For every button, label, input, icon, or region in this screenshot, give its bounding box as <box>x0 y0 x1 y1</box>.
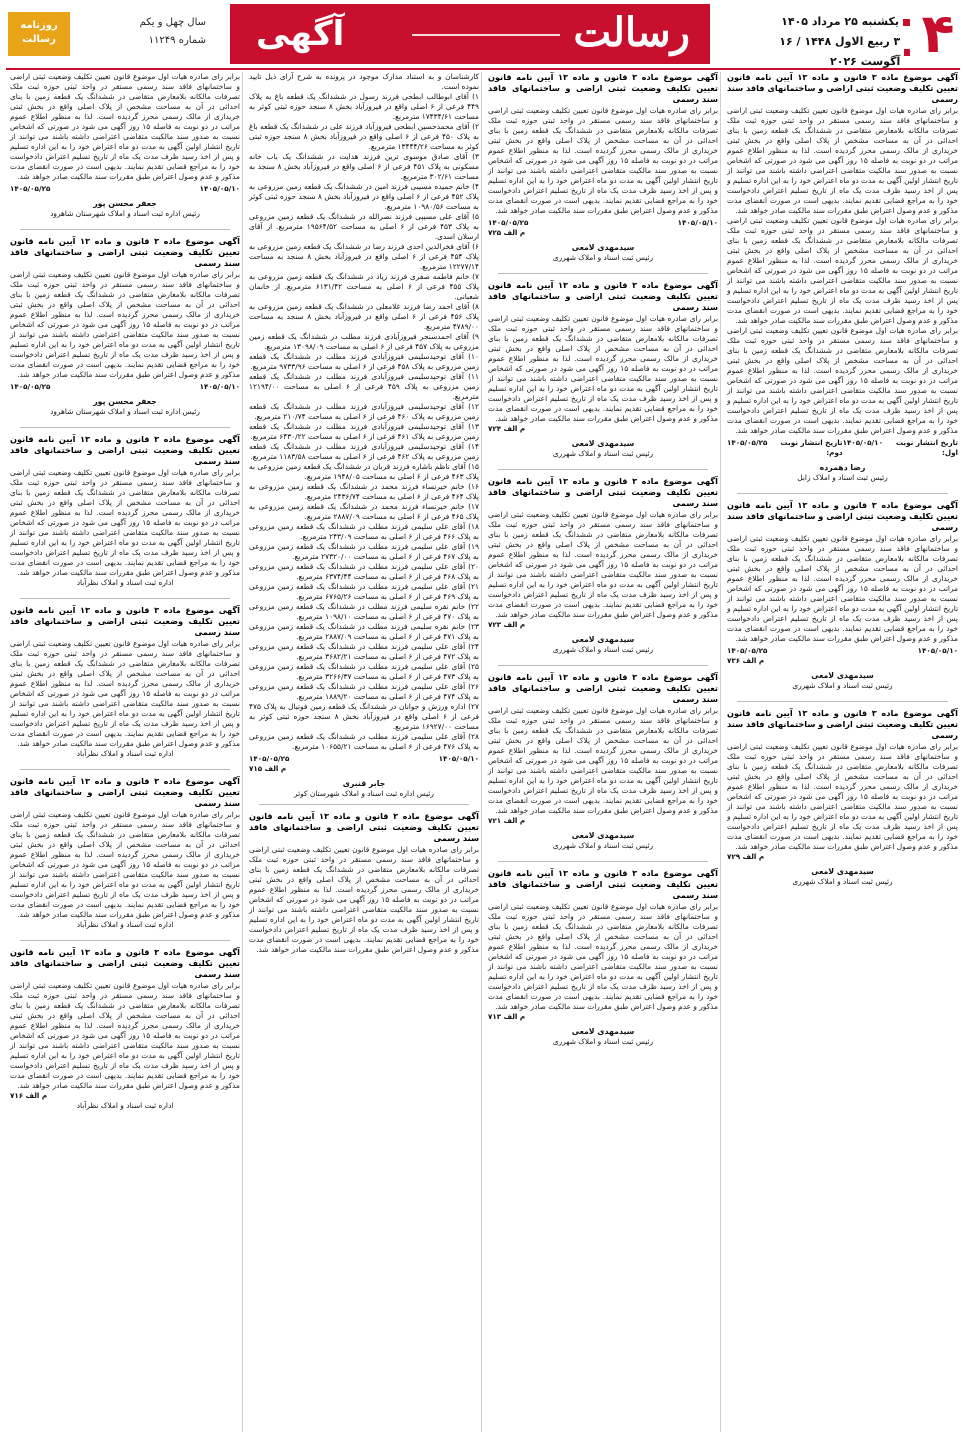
list-item: ۱۰) آقای توحیدسلیمی فیروزآبادی فرزند مطلب در ششدانگ یک قطعه زمین مزروعی به پلاک ۴۵۸ فرعی از ۶ اصلی به مساحت ۹۷۳۳/۹۶ مترمربع. <box>249 352 479 371</box>
notice-separator <box>259 804 469 805</box>
notice-body: برابر رای صادره هیات اول موضوع قانون تعیین تکلیف وضعیت ثبتی اراضی و ساختمانهای فاقد سند رسمی مستقر در واحد ثبتی حوزه ثبت ملک تصرفات مالکانه بلامعارض متقاضی در ششدانگ یک قطعه زمین با بنای احداثی در آن به مساحت مشخص از پلاک اصلی واقع در بخش ثبتی خریداری از مالک رسمی محرز گردیده است. لذا به منظور اطلاع عموم مراتب در دو نوبت به فاصله ۱۵ روز آگهی می شود در صورتی که اشخاص نسبت به صدور سند مالکیت متقاضی اعتراضی داشته باشند می توانند از تاریخ انتشار اولین آگهی به مدت دو ماه اعتراض خود را به این اداره تسلیم و پس از اخذ رسید ظرف مدت یک ماه از تاریخ تسلیم اعتراض دادخواست خود را به مراجع قضایی تقدیم نمایند. بدیهی است در صورت انقضای مدت مذکور و عدم وصول اعتراض طبق مقررات سند مالکیت صادر خواهد شد. <box>488 706 718 815</box>
first-date: ۱۴۰۵/۰۵/۱۰ <box>677 218 718 227</box>
notice-title: آگهی موضوع ماده ۳ قانون و ماده ۱۳ آیین نامه قانون تعیین تکلیف وضعیت ثبتی اراضی و ساختمانهای فاقد سند رسمی <box>10 605 240 637</box>
list-intro: کارشناسان و به استناد مدارک موجود در پرونده به شرح آرای ذیل تایید نموده است. <box>249 72 479 91</box>
notice-code: م الف ۷۲۱ <box>488 816 526 825</box>
notice <box>488 72 718 263</box>
issue-info <box>78 14 206 50</box>
signer-name: جعفر محسن پور <box>93 199 157 208</box>
list-item: ۲۴) آقای علی سلیمی فرزند مطلب در ششدانگ یک قطعه زمین مزروعی به پلاک ۴۷۲ فرعی از ۶ اصلی به مساحت ۳۶۸۲/۲۱ مترمربع. <box>249 642 479 661</box>
notice-body: برابر رای صادره هیات اول موضوع قانون تعیین تکلیف وضعیت ثبتی اراضی و ساختمانهای فاقد سند رسمی مستقر در واحد ثبتی حوزه ثبت ملک تصرفات مالکانه بلامعارض متقاضی در ششدانگ یک قطعه زمین با بنای احداثی در آن به مساحت مشخص از پلاک اصلی واقع در بخش ثبتی خریداری از مالک رسمی محرز گردیده است. لذا به منظور اطلاع عموم مراتب در دو نوبت به فاصله ۱۵ روز آگهی می شود در صورتی که اشخاص نسبت به صدور سند مالکیت متقاضی اعتراضی داشته باشند می توانند از تاریخ انتشار اولین آگهی به مدت دو ماه اعتراض خود را به این اداره تسلیم و پس از اخذ رسید ظرف مدت یک ماه از تاریخ تسلیم اعتراض دادخواست خود را به مراجع قضایی تقدیم نمایند. بدیهی است در صورت انقضای مدت مذکور و عدم وصول اعتراض طبق مقررات سند مالکیت صادر خواهد شد. <box>488 314 718 423</box>
notice <box>10 236 240 417</box>
signer-name: سیدمهدی لامعی <box>571 831 635 840</box>
signer-name: سیدمهدی لامعی <box>571 1027 635 1036</box>
signer-title: رئیس ثبت اسناد و املاک شهرری <box>552 1037 654 1046</box>
list-item: ۲۷) اداره ورزش و جوانان در ششدانگ یک قطعه زمین فوتبال به پلاک ۴۷۵ فرعی از ۶ اصلی واقع در فیروزآباد بخش ۸ سنجد حوزه ثبتی کوثر به مساحت ۱۶۹۲۷/۰۰ مترمربع. <box>249 702 479 731</box>
issue-line: شماره ۱۱۲۴۹ <box>148 35 206 46</box>
notice-body: برابر رای صادره هیات اول موضوع قانون تعیین تکلیف وضعیت ثبتی اراضی و ساختمانهای فاقد سند رسمی مستقر در واحد ثبتی حوزه ثبت ملک تصرفات مالکانه بلامعارض متقاضی در ششدانگ یک قطعه زمین با بنای احداثی در آن به مساحت مشخص از پلاک اصلی واقع در بخش ثبتی خریداری از مالک رسمی محرز گردیده است. لذا به منظور اطلاع عموم مراتب در دو نوبت به فاصله ۱۵ روز آگهی می شود در صورتی که اشخاص نسبت به صدور سند مالکیت متقاضی اعتراضی داشته باشند می توانند از تاریخ انتشار اولین آگهی به مدت دو ماه اعتراض خود را به این اداره تسلیم و پس از اخذ رسید ظرف مدت یک ماه از تاریخ تسلیم اعتراض دادخواست خود را به مراجع قضایی تقدیم نمایند. بدیهی است در صورت انقضای مدت مذکور و عدم وصول اعتراض طبق مقررات سند مالکیت صادر خواهد شد. <box>10 981 240 1090</box>
notice-dates <box>10 382 240 392</box>
list-item: ۵) آقای علی مسیبی فرزند نصرالله در ششدانگ یک قطعه زمین مزروعی به پلاک ۴۵۳ فرعی از ۶ اصلی به مساحت ۱۹۵۶۴/۵۲ مترمربع. از آقای ارسلان اسدی. <box>249 212 479 241</box>
notice <box>10 72 240 219</box>
year-line: سال چهل و یکم <box>139 17 206 28</box>
signer-name: سیدمهدی لامعی <box>811 867 874 876</box>
notice-separator <box>20 427 230 428</box>
notice-dates <box>10 184 240 194</box>
notice <box>727 708 958 887</box>
list-item: ۱۱) آقای توحیدسلیمی فیروزآبادی فرزند مطلب در ششدانگ یک قطعه زمین مزروعی به پلاک ۴۵۹ فرعی از ۶ اصلی به مساحت ۱۲۱۹۴/۰۰ مترمربع. <box>249 372 479 401</box>
notice <box>488 868 718 1047</box>
brand-name: رسالت <box>573 9 690 56</box>
notice-body: برابر رای صادره هیات اول موضوع قانون تعیین تکلیف وضعیت ثبتی اراضی و ساختمانهای فاقد سند رسمی مستقر در واحد ثبتی حوزه ثبت ملک تصرفات مالکانه بلامعارض متقاضی در ششدانگ یک قطعه زمین با بنای احداثی در آن به مساحت مشخص از پلاک اصلی واقع در بخش ثبتی خریداری از مالک رسمی محرز گردیده است. لذا به منظور اطلاع عموم مراتب در دو نوبت به فاصله ۱۵ روز آگهی می شود در صورتی که اشخاص نسبت به صدور سند مالکیت متقاضی اعتراضی داشته باشند می توانند از تاریخ انتشار اولین آگهی به مدت دو ماه اعتراض خود را به این اداره تسلیم و پس از اخذ رسید ظرف مدت یک ماه از تاریخ تسلیم اعتراض دادخواست خود را به مراجع قضایی تقدیم نمایند. بدیهی است در صورت انقضای مدت مذکور و عدم وصول اعتراض طبق مقررات سند مالکیت صادر خواهد شد. <box>10 270 240 379</box>
bullet-square-icon <box>904 49 910 56</box>
notice-body: برابر رای صادره هیات اول موضوع قانون تعیین تکلیف وضعیت ثبتی اراضی و ساختمانهای فاقد سند رسمی مستقر در واحد ثبتی حوزه ثبت ملک تصرفات مالکانه بلامعارض متقاضی در ششدانگ یک قطعه زمین با بنای احداثی در آن به مساحت مشخص از پلاک اصلی واقع در بخش ثبتی خریداری از مالک رسمی محرز گردیده است. لذا به منظور اطلاع عموم مراتب در دو نوبت به فاصله ۱۵ روز آگهی می شود در صورتی که اشخاص نسبت به صدور سند مالکیت متقاضی اعتراضی داشته باشند می توانند از تاریخ انتشار اولین آگهی به مدت دو ماه اعتراض خود را به این اداره تسلیم و پس از اخذ رسید ظرف مدت یک ماه از تاریخ تسلیم اعتراض دادخواست خود را به مراجع قضایی تقدیم نمایند. بدیهی است در صورت انقضای مدت مذکور و عدم وصول اعتراض طبق مقررات سند مالکیت صادر خواهد شد. <box>488 902 718 1011</box>
list-item: ۱۷) خانم خیرنساء فرزند محمد در ششدانگ یک قطعه زمین مزروعی به پلاک ۴۶۵ فرعی از ۶ اصلی به مساحت ۲۸۸۷/۰۹ مترمربع. <box>249 502 479 521</box>
notice <box>488 672 718 851</box>
list-item: ۱۸) آقای علی سلیمی فرزند مطلب در ششدانگ یک قطعه زمین مزروعی به پلاک ۴۶۶ فرعی از ۶ اصلی به مساحت ۲۴۳/۰۹ مترمربع. <box>249 522 479 541</box>
notice-title: آگهی موضوع ماده ۳ قانون و ماده ۱۳ آیین نامه قانون تعیین تکلیف وضعیت ثبتی اراضی و ساختمانهای فاقد سند رسمی <box>488 72 718 104</box>
notice-dates <box>488 218 718 228</box>
notice <box>10 776 240 930</box>
signer-name: سیدمهدی لامعی <box>571 635 635 644</box>
notice <box>249 811 479 955</box>
signer-title: رئیس ثبت اسناد و املاک زابل <box>797 473 888 482</box>
notice-separator <box>498 469 708 470</box>
list-item: ۲۶) آقای علی سلیمی فرزند مطلب در ششدانگ یک قطعه زمین مزروعی به پلاک ۴۷۴ فرعی از ۶ اصلی به مساحت ۱۸۸۹/۲۰ مترمربع. <box>249 682 479 701</box>
first-date: ۱۴۰۵/۰۵/۱۰ <box>842 438 883 447</box>
second-date: ۱۴۰۵/۰۵/۲۵ <box>10 184 51 193</box>
second-date: ۱۴۰۵/۰۵/۲۵ <box>488 218 529 227</box>
notice-title: آگهی موضوع ماده ۳ قانون و ماده ۱۳ آیین نامه قانون تعیین تکلیف وضعیت ثبتی اراضی و ساختمانهای فاقد سند رسمی <box>488 476 718 508</box>
first-date: ۱۴۰۵/۰۵/۱۰ <box>917 646 958 655</box>
list-item: ۲) آقای محمدحسین ابطحی فیروزآباد فرزند علی در ششدانگ یک قطعه باغ به پلاک ۴۵۰ فرعی از ۶ اصلی واقع در فیروزآباد بخش ۸ سنجد حوزه ثبتی کوثر به مساحت ۱۳۴۴۴/۲۶ مترمربع. <box>249 122 479 151</box>
notice-title: آگهی موضوع ماده ۳ قانون و ماده ۱۳ آیین نامه قانون تعیین تکلیف وضعیت ثبتی اراضی و ساختمانهای فاقد سند رسمی <box>488 868 718 900</box>
notice-body: برابر رای صادره هیات اول موضوع قانون تعیین تکلیف وضعیت ثبتی اراضی و ساختمانهای فاقد سند رسمی مستقر در واحد ثبتی حوزه ثبت ملک تصرفات مالکانه بلامعارض متقاضی در ششدانگ یک قطعه زمین با بنای احداثی در آن به مساحت مشخص از پلاک اصلی واقع در بخش ثبتی خریداری از مالک رسمی محرز گردیده است. لذا به منظور اطلاع عموم مراتب در دو نوبت به فاصله ۱۵ روز آگهی می شود در صورتی که اشخاص نسبت به صدور سند مالکیت متقاضی اعتراضی داشته باشند می توانند از تاریخ انتشار اولین آگهی به مدت دو ماه اعتراض خود را به این اداره تسلیم و پس از اخذ رسید ظرف مدت یک ماه از تاریخ تسلیم اعتراض دادخواست خود را به مراجع قضایی تقدیم نمایند. بدیهی است در صورت انقضای مدت مذکور و عدم وصول اعتراض طبق مقررات سند مالکیت صادر خواهد شد. <box>727 534 958 643</box>
list-item: ۱) آقای ابوطالب ابطحی فرزند رسول در ششدانگ یک قطعه باغ به پلاک ۴۴۹ فرعی از ۶ اصلی واقع در فیروزآباد بخش ۸ سنجد حوزه ثبتی کوثر به مساحت ۱۷۴۳۴/۶۱ مترمربع. <box>249 92 479 121</box>
notice <box>10 605 240 759</box>
list-item: ۹) آقای احمدسنجر فیروزآبادی فرزند مطلب در ششدانگ یک قطعه زمین مزروعی به پلاک ۴۵۷ فرعی از ۶ اصلی به مساحت ۱۳۰۹۸/۰۹ مترمربع. <box>249 332 479 351</box>
date-line-fa <box>740 12 910 32</box>
notice-code: م الف ۷۱۳ <box>488 1012 526 1021</box>
signer-name: سیدمهدی لامعی <box>571 439 635 448</box>
signer-title: رئیس ثبت اسناد و املاک شهرری <box>792 877 893 886</box>
newspaper-logo: روزنامه رسالت <box>8 12 70 56</box>
list-item: ۱۳) آقای توحیدسلیمی فیروزآبادی فرزند مطلب در ششدانگ یک قطعه زمین مزروعی به پلاک ۴۶۱ فرعی از ۶ اصلی به مساحت ۶۴۳۰/۲۲ مترمربع. <box>249 422 479 441</box>
masthead-left <box>8 12 208 56</box>
notice-title: آگهی موضوع ماده ۳ قانون و ماده ۱۳ آیین نامه قانون تعیین تکلیف وضعیت ثبتی اراضی و ساختمانهای فاقد سند رسمی <box>10 236 240 268</box>
column-2 <box>486 72 721 1432</box>
notice-title: آگهی موضوع ماده ۳ قانون و ماده ۱۳ آیین نامه قانون تعیین تکلیف وضعیت ثبتی اراضی و ساختمانهای فاقد سند رسمی <box>488 280 718 312</box>
band-rule <box>412 34 560 36</box>
notice-body: برابر رای صادره هیات اول موضوع قانون تعیین تکلیف وضعیت ثبتی اراضی و ساختمانهای فاقد سند رسمی مستقر در واحد ثبتی حوزه ثبت ملک تصرفات مالکانه بلامعارض متقاضی در ششدانگ یک قطعه زمین با بنای احداثی در آن به مساحت مشخص از پلاک اصلی واقع در بخش ثبتی خریداری از مالک رسمی محرز گردیده است. لذا به منظور اطلاع عموم مراتب در دو نوبت به فاصله ۱۵ روز آگهی می شود در صورتی که اشخاص نسبت به صدور سند مالکیت متقاضی اعتراضی داشته باشند می توانند از تاریخ انتشار اولین آگهی به مدت دو ماه اعتراض خود را به این اداره تسلیم و پس از اخذ رسید ظرف مدت یک ماه از تاریخ تسلیم اعتراض دادخواست خود را به مراجع قضایی تقدیم نمایند. بدیهی است در صورت انقضای مدت مذکور و عدم وصول اعتراض طبق مقررات سند مالکیت صادر خواهد شد. <box>727 742 958 851</box>
notice-separator <box>498 861 708 862</box>
notice-code: م الف ۷۲۳ <box>488 620 526 629</box>
column-3 <box>247 72 482 1432</box>
notice-body: برابر رای صادره هیات اول موضوع قانون تعیین تکلیف وضعیت ثبتی اراضی و ساختمانهای فاقد سند رسمی مستقر در واحد ثبتی حوزه ثبت ملک تصرفات مالکانه بلامعارض متقاضی در ششدانگ یک قطعه زمین با بنای احداثی در آن به مساحت مشخص از پلاک اصلی واقع در بخش ثبتی خریداری از مالک رسمی محرز گردیده است. لذا به منظور اطلاع عموم مراتب در دو نوبت به فاصله ۱۵ روز آگهی می شود در صورتی که اشخاص نسبت به صدور سند مالکیت متقاضی اعتراضی داشته باشند می توانند از تاریخ انتشار اولین آگهی به مدت دو ماه اعتراض خود را به این اداره تسلیم و پس از اخذ رسید ظرف مدت یک ماه از تاریخ تسلیم اعتراض دادخواست خود را به مراجع قضایی تقدیم نمایند. بدیهی است در صورت انقضای مدت مذکور و عدم وصول اعتراض طبق مقررات سند مالکیت صادر خواهد شد. <box>10 468 240 577</box>
signer-name: جعفر محسن پور <box>93 397 157 406</box>
signer-name: سیدمهدی لامعی <box>811 671 874 680</box>
notice-body: برابر رای صادره هیات اول موضوع قانون تعیین تکلیف وضعیت ثبتی اراضی و ساختمانهای فاقد سند رسمی مستقر در واحد ثبتی حوزه ثبت ملک تصرفات مالکانه بلامعارض متقاضی در ششدانگ یک قطعه زمین با بنای احداثی در آن به مساحت مشخص از پلاک اصلی واقع در بخش ثبتی خریداری از مالک رسمی محرز گردیده است. لذا به منظور اطلاع عموم مراتب در دو نوبت به فاصله ۱۵ روز آگهی می شود در صورتی که اشخاص نسبت به صدور سند مالکیت متقاضی اعتراضی داشته باشند می توانند از تاریخ انتشار اولین آگهی به مدت دو ماه اعتراض خود را به این اداره تسلیم و پس از اخذ رسید ظرف مدت یک ماه از تاریخ تسلیم اعتراض دادخواست خود را به مراجع قضایی تقدیم نمایند. بدیهی است در صورت انقضای مدت مذکور و عدم وصول اعتراض طبق مقررات سند مالکیت صادر خواهد شد. <box>488 510 718 619</box>
list-item: ۲۱) آقای علی سلیمی فرزند مطلب در ششدانگ یک قطعه زمین مزروعی به پلاک ۴۶۹ فرعی از ۶ اصلی به مساحت ۶۷۶۵/۲۶ مترمربع. <box>249 582 479 601</box>
date-fa: یکشنبه ۲۵ مرداد ۱۴۰۵ <box>781 15 899 28</box>
signer-title: اداره ثبت اسناد و املاک نظرآباد <box>76 1101 174 1110</box>
page-number: ۴ <box>921 2 955 65</box>
notice-separator <box>498 665 708 666</box>
notice-dates <box>727 438 958 458</box>
list-item: ۲۳) خانم نقره سلیمی فرزند مطلب در ششدانگ یک قطعه زمین مزروعی به پلاک ۴۷۱ فرعی از ۶ اصلی به مساحت ۲۸۸۷/۰۹ مترمربع. <box>249 622 479 641</box>
date-line-other <box>740 32 910 72</box>
notice-code: م الف ۷۱۶ <box>10 1091 48 1100</box>
notice-body: برابر رای صادره هیات اول موضوع قانون تعیین تکلیف وضعیت ثبتی اراضی و ساختمانهای فاقد سند رسمی مستقر در واحد ثبتی حوزه ثبت ملک تصرفات مالکانه بلامعارض متقاضی در ششدانگ یک قطعه زمین با بنای احداثی در آن به مساحت مشخص از پلاک اصلی واقع در بخش ثبتی خریداری از مالک رسمی محرز گردیده است. لذا به منظور اطلاع عموم مراتب در دو نوبت به فاصله ۱۵ روز آگهی می شود در صورتی که اشخاص نسبت به صدور سند مالکیت متقاضی اعتراضی داشته باشند می توانند از تاریخ انتشار اولین آگهی به مدت دو ماه اعتراض خود را به این اداره تسلیم و پس از اخذ رسید ظرف مدت یک ماه از تاریخ تسلیم اعتراض دادخواست خود را به مراجع قضایی تقدیم نمایند. بدیهی است در صورت انقضای مدت مذکور و عدم وصول اعتراض طبق مقررات سند مالکیت صادر خواهد شد. <box>10 810 240 919</box>
date-other: ۳ ربیع الاول ۱۴۴۸ / ۱۶ آگوست ۲۰۲۶ <box>779 35 901 68</box>
signer-title: اداره ثبت اسناد و املاک نظرآباد <box>76 749 174 758</box>
signer-name: سیدمهدی لامعی <box>571 243 635 252</box>
second-date-label: تاریخ انتشار نوبت دوم: <box>780 438 843 457</box>
notice <box>10 434 240 588</box>
notice <box>727 72 958 483</box>
second-date: ۱۴۰۵/۰۵/۲۵ <box>727 646 768 655</box>
notice-body: برابر رای صادره هیات اول موضوع قانون تعیین تکلیف وضعیت ثبتی اراضی و ساختمانهای فاقد سند رسمی مستقر در واحد ثبتی حوزه ثبت ملک تصرفات مالکانه بلامعارض متقاضی در ششدانگ یک قطعه زمین با بنای احداثی در آن به مساحت مشخص از پلاک اصلی واقع در بخش ثبتی خریداری از مالک رسمی محرز گردیده است. لذا به منظور اطلاع عموم مراتب در دو نوبت به فاصله ۱۵ روز آگهی می شود در صورتی که اشخاص نسبت به صدور سند مالکیت متقاضی اعتراضی داشته باشند می توانند از تاریخ انتشار اولین آگهی به مدت دو ماه اعتراض خود را به این اداره تسلیم و پس از اخذ رسید ظرف مدت یک ماه از تاریخ تسلیم اعتراض دادخواست خود را به مراجع قضایی تقدیم نمایند. بدیهی است در صورت انقضای مدت مذکور و عدم وصول اعتراض طبق مقررات سند مالکیت صادر خواهد شد. <box>10 639 240 748</box>
brand-band <box>230 4 710 64</box>
list-item: ۳) آقای صادق موسوی ترین فرزند هدایت در ششدانگ یک باب خانه مسکونی به پلاک ۴۵۱ فرعی از ۶ اصلی واقع در فیروزآباد بخش ۸ سنجد به مساحت ۳۰۲/۶۱ مترمربع. <box>249 152 479 181</box>
first-date-label: تاریخ انتشار نوبت اول: <box>895 438 958 457</box>
signer-name: رضا دهمرده <box>819 463 866 472</box>
notice-separator <box>737 493 948 494</box>
signer-title: رئیس ثبت اسناد و املاک شهرری <box>552 449 654 458</box>
notice <box>488 476 718 655</box>
signer-title: رئیس ثبت اسناد و املاک شهرری <box>792 681 893 690</box>
notice-body: برابر رای صادره هیات اول موضوع قانون تعیین تکلیف وضعیت ثبتی اراضی و ساختمانهای فاقد سند رسمی مستقر در واحد ثبتی حوزه ثبت ملک تصرفات مالکانه بلامعارض متقاضی در ششدانگ یک قطعه زمین با بنای احداثی در آن به مساحت مشخص از پلاک اصلی واقع در بخش ثبتی خریداری از مالک رسمی محرز گردیده است. لذا به منظور اطلاع عموم مراتب در دو نوبت به فاصله ۱۵ روز آگهی می شود در صورتی که اشخاص نسبت به صدور سند مالکیت متقاضی اعتراضی داشته باشند می توانند از تاریخ انتشار اولین آگهی به مدت دو ماه اعتراض خود را به این اداره تسلیم و پس از اخذ رسید ظرف مدت یک ماه از تاریخ تسلیم اعتراض دادخواست خود را به مراجع قضایی تقدیم نمایند. بدیهی است در صورت انقضای مدت مذکور و عدم وصول اعتراض طبق مقررات سند مالکیت صادر خواهد شد. <box>727 326 958 435</box>
list-item: ۷) خانم فاطمه صفری فرزند زیاد در ششدانگ یک قطعه زمین مزروعی به پلاک ۴۵۵ فرعی از ۶ اصلی به مساحت ۶۱۳۱/۴۲ مترمربع. از خانمان شعبانی. <box>249 272 480 301</box>
notice-separator <box>498 273 708 274</box>
second-date: ۱۴۰۵/۰۵/۲۵ <box>10 382 51 391</box>
first-date: ۱۴۰۵/۰۵/۱۰ <box>199 184 240 193</box>
first-date: ۱۴۰۵/۰۵/۱۰ <box>438 754 479 763</box>
second-date: ۱۴۰۵/۰۵/۲۵ <box>727 438 768 447</box>
list-item: ۴) خانم حمیده مسیبی فرزند امین در ششدانگ یک قطعه زمین مزروعی به پلاک ۴۵۲ فرعی از ۶ اصلی واقع در فیروزآباد بخش ۸ سنجد حوزه ثبتی کوثر به مساحت ۱۰۹۸۰/۵۶ مترمربع. <box>249 182 479 211</box>
list-item: ۱۴) آقای توحیدسلیمی فیروزآبادی فرزند مطلب در ششدانگ یک قطعه زمین مزروعی به پلاک ۴۶۲ فرعی از ۶ اصلی به مساحت ۱۱۸۳/۵۸ مترمربع. <box>249 442 479 461</box>
date-block <box>740 12 910 72</box>
notice-code: م الف ۷۲۹ <box>727 852 765 861</box>
notice-dates <box>727 646 958 656</box>
notice-title: آگهی موضوع ماده ۳ قانون و ماده ۱۳ آیین نامه قانون تعیین تکلیف وضعیت ثبتی اراضی و ساختمانهای فاقد سند رسمی <box>249 811 479 843</box>
notice-code: م الف ۷۲۴ <box>488 424 526 433</box>
notice-separator <box>20 769 230 770</box>
column-1 <box>725 72 960 1432</box>
signer-title: اداره ثبت اسناد و املاک نظرآباد <box>76 920 174 929</box>
list-item: ۶) آقای فخرالدین احدی فرزند رضا در ششدانگ یک قطعه زمین مزروعی به پلاک ۴۵۴ فرعی از ۶ اصلی واقع در فیروزآباد بخش ۸ سنجد به مساحت ۱۲۲۷۷/۱۴ مترمربع. <box>249 242 479 271</box>
section-title: آگهی <box>256 14 345 54</box>
list-item: ۱۹) آقای علی سلیمی فرزند مطلب در ششدانگ یک قطعه زمین مزروعی به پلاک ۴۶۷ فرعی از ۶ اصلی به مساحت ۲۷۳۲۰/۰۰ مترمربع. <box>249 542 479 561</box>
signer-title: رئیس اداره ثبت اسناد و املاک شهرستان شاهرود <box>50 209 200 218</box>
signer-title: رئیس ثبت اسناد و املاک شهرری <box>552 841 654 850</box>
notice-body: برابر رای صادره هیات اول موضوع قانون تعیین تکلیف وضعیت ثبتی اراضی و ساختمانهای فاقد سند رسمی مستقر در واحد ثبتی حوزه ثبت ملک تصرفات مالکانه بلامعارض متقاضی در ششدانگ یک قطعه زمین با بنای احداثی در آن به مساحت مشخص از پلاک اصلی واقع در بخش ثبتی خریداری از مالک رسمی محرز گردیده است. لذا به منظور اطلاع عموم مراتب در دو نوبت به فاصله ۱۵ روز آگهی می شود در صورتی که اشخاص نسبت به صدور سند مالکیت متقاضی اعتراضی داشته باشند می توانند از تاریخ انتشار اولین آگهی به مدت دو ماه اعتراض خود را به این اداره تسلیم و پس از اخذ رسید ظرف مدت یک ماه از تاریخ تسلیم اعتراض دادخواست خود را به مراجع قضایی تقدیم نمایند. بدیهی است در صورت انقضای مدت مذکور و عدم وصول اعتراض طبق مقررات سند مالکیت صادر خواهد شد. <box>488 106 718 215</box>
notice-separator <box>20 940 230 941</box>
first-date: ۱۴۰۵/۰۵/۱۰ <box>199 382 240 391</box>
list-item: ۱۶) خانم خیرنساء فرزند محمد در ششدانگ یک قطعه زمین مزروعی به پلاک ۴۶۴ فرعی از ۶ اصلی به مساحت ۲۴۳۶/۷۴ مترمربع. <box>249 482 479 501</box>
second-date: ۱۴۰۵/۰۵/۲۵ <box>249 754 290 763</box>
notice-body: برابر رای صادره هیات اول موضوع قانون تعیین تکلیف وضعیت ثبتی اراضی و ساختمانهای فاقد سند رسمی مستقر در واحد ثبتی حوزه ثبت ملک تصرفات مالکانه بلامعارض متقاضی در ششدانگ یک قطعه زمین با بنای احداثی در آن به مساحت مشخص از پلاک اصلی واقع در بخش ثبتی خریداری از مالک رسمی محرز گردیده است. لذا به منظور اطلاع عموم مراتب در دو نوبت به فاصله ۱۵ روز آگهی می شود در صورتی که اشخاص نسبت به صدور سند مالکیت متقاضی اعتراضی داشته باشند می توانند از تاریخ انتشار اولین آگهی به مدت دو ماه اعتراض خود را به این اداره تسلیم و پس از اخذ رسید ظرف مدت یک ماه از تاریخ تسلیم اعتراض دادخواست خود را به مراجع قضایی تقدیم نمایند. بدیهی است در صورت انقضای مدت مذکور و عدم وصول اعتراض طبق مقررات سند مالکیت صادر خواهد شد. <box>727 106 958 215</box>
notice-body: برابر رای صادره هیات اول موضوع قانون تعیین تکلیف وضعیت ثبتی اراضی و ساختمانهای فاقد سند رسمی مستقر در واحد ثبتی حوزه ثبت ملک تصرفات مالکانه بلامعارض متقاضی در ششدانگ یک قطعه زمین با بنای احداثی در آن به مساحت مشخص از پلاک اصلی واقع در بخش ثبتی خریداری از مالک رسمی محرز گردیده است. لذا به منظور اطلاع عموم مراتب در دو نوبت به فاصله ۱۵ روز آگهی می شود در صورتی که اشخاص نسبت به صدور سند مالکیت متقاضی اعتراضی داشته باشند می توانند از تاریخ انتشار اولین آگهی به مدت دو ماه اعتراض خود را به این اداره تسلیم و پس از اخذ رسید ظرف مدت یک ماه از تاریخ تسلیم اعتراض دادخواست خود را به مراجع قضایی تقدیم نمایند. بدیهی است در صورت انقضای مدت مذکور و عدم وصول اعتراض طبق مقررات سند مالکیت صادر خواهد شد. <box>727 216 958 325</box>
masthead <box>0 0 966 68</box>
notice-separator <box>20 229 230 230</box>
notice-body: برابر رای صادره هیات اول موضوع قانون تعیین تکلیف وضعیت ثبتی اراضی و ساختمانهای فاقد سند رسمی مستقر در واحد ثبتی حوزه ثبت ملک تصرفات مالکانه بلامعارض متقاضی در ششدانگ یک قطعه زمین با بنای احداثی در آن به مساحت مشخص از پلاک اصلی واقع در بخش ثبتی خریداری از مالک رسمی محرز گردیده است. لذا به منظور اطلاع عموم مراتب در دو نوبت به فاصله ۱۵ روز آگهی می شود در صورتی که اشخاص نسبت به صدور سند مالکیت متقاضی اعتراضی داشته باشند می توانند از تاریخ انتشار اولین آگهی به مدت دو ماه اعتراض خود را به این اداره تسلیم و پس از اخذ رسید ظرف مدت یک ماه از تاریخ تسلیم اعتراض دادخواست خود را به مراجع قضایی تقدیم نمایند. بدیهی است در صورت انقضای مدت مذکور و عدم وصول اعتراض طبق مقررات سند مالکیت صادر خواهد شد. <box>10 72 240 181</box>
notice-code: م الف ۷۲۵ <box>488 228 526 237</box>
list-item: ۲۰) آقای علی سلیمی فرزند مطلب در ششدانگ یک قطعه زمین مزروعی به پلاک ۴۶۸ فرعی از ۶ اصلی به مساحت ۶۳۷۴/۴۴ مترمربع. <box>249 562 479 581</box>
notice-title: آگهی موضوع ماده ۳ قانون و ماده ۱۳ آیین نامه قانون تعیین تکلیف وضعیت ثبتی اراضی و ساختمانهای فاقد سند رسمی <box>488 672 718 704</box>
column-4 <box>8 72 243 1432</box>
notice-columns <box>6 72 960 1432</box>
notice-title: آگهی موضوع ماده ۳ قانون و ماده ۱۳ آیین نامه قانون تعیین تکلیف وضعیت ثبتی اراضی و ساختمانهای فاقد سند رسمی <box>727 708 958 740</box>
notice-code: م الف ۷۳۶ <box>727 656 765 665</box>
signer-title: رئیس اداره ثبت اسناد و املاک شهرستان کوثر <box>294 789 434 798</box>
list-item: ۸) آقای احمد رضا فرزند غلامعلی در ششدانگ یک قطعه زمین مزروعی به پلاک ۴۵۶ فرعی از ۶ اصلی واقع در فیروزآباد بخش ۸ سنجد به مساحت ۴۷۸۹/۰۰ مترمربع. <box>249 302 479 331</box>
notice-title: آگهی موضوع ماده ۳ قانون و ماده ۱۳ آیین نامه قانون تعیین تکلیف وضعیت ثبتی اراضی و ساختمانهای فاقد سند رسمی <box>10 434 240 466</box>
notice-code: م الف ۷۱۵ <box>249 764 287 773</box>
bullet-square-icon <box>903 19 910 26</box>
notice-separator <box>737 701 948 702</box>
notice <box>10 947 240 1111</box>
signer-title: رئیس ثبت اسناد و املاک شهرری <box>552 253 654 262</box>
list-item: ۱۲) آقای توحیدسلیمی فیروزآبادی فرزند مطلب در ششدانگ یک قطعه زمین مزروعی به پلاک ۴۶۰ فرعی از ۶ اصلی به مساحت ۲۱۰/۷۴ مترمربع. <box>249 402 479 421</box>
notice-body: برابر رای صادره هیات اول موضوع قانون تعیین تکلیف وضعیت ثبتی اراضی و ساختمانهای فاقد سند رسمی مستقر در واحد ثبتی حوزه ثبت ملک تصرفات مالکانه بلامعارض متقاضی در ششدانگ یک قطعه زمین با بنای احداثی در آن به مساحت مشخص از پلاک اصلی واقع در بخش ثبتی خریداری از مالک رسمی محرز گردیده است. لذا به منظور اطلاع عموم مراتب در دو نوبت به فاصله ۱۵ روز آگهی می شود در صورتی که اشخاص نسبت به صدور سند مالکیت متقاضی اعتراضی داشته باشند می توانند از تاریخ انتشار اولین آگهی به مدت دو ماه اعتراض خود را به این اداره تسلیم و پس از اخذ رسید ظرف مدت یک ماه از تاریخ تسلیم اعتراض دادخواست خود را به مراجع قضایی تقدیم نمایند. بدیهی است در صورت انقضای مدت مذکور و عدم وصول اعتراض طبق مقررات سند مالکیت صادر خواهد شد. <box>249 845 479 954</box>
list-item: ۲۲) خانم نقره سلیمی فرزند مطلب در ششدانگ یک قطعه زمین مزروعی به پلاک ۴۷۰ فرعی از ۶ اصلی به مساحت ۱۰۹۸/۱۰ مترمربع. <box>249 602 479 621</box>
list-item: ۲۵) آقای علی سلیمی فرزند مطلب در ششدانگ یک قطعه زمین مزروعی به پلاک ۴۷۳ فرعی از ۶ اصلی به مساحت ۳۲۶۶/۳۷ مترمربع. <box>249 662 479 681</box>
signer-title: رئیس ثبت اسناد و املاک شهرری <box>552 645 654 654</box>
signer-name: جابر قنبری <box>342 779 386 788</box>
signer-title: اداره ثبت اسناد و املاک نظرآباد <box>76 578 174 587</box>
notice <box>727 500 958 691</box>
notice-title: آگهی موضوع ماده ۳ قانون و ماده ۱۳ آیین نامه قانون تعیین تکلیف وضعیت ثبتی اراضی و ساختمانهای فاقد سند رسمی <box>10 947 240 979</box>
notice-title: آگهی موضوع ماده ۳ قانون و ماده ۱۳ آیین نامه قانون تعیین تکلیف وضعیت ثبتی اراضی و ساختمانهای فاقد سند رسمی <box>727 72 958 104</box>
signer-title: رئیس اداره ثبت اسناد و املاک شهرستان شاهرود <box>50 407 200 416</box>
notice-separator <box>20 598 230 599</box>
notice-dates <box>249 754 479 764</box>
notice-title: آگهی موضوع ماده ۳ قانون و ماده ۱۳ آیین نامه قانون تعیین تکلیف وضعیت ثبتی اراضی و ساختمانهای فاقد سند رسمی <box>10 776 240 808</box>
top-rule <box>6 68 960 70</box>
notice <box>488 280 718 459</box>
list-item: ۲۸) آقای علی سلیمی فرزند مطلب در ششدانگ یک قطعه زمین مزروعی به پلاک ۴۷۶ فرعی از ۶ اصلی به مساحت ۱۰۶۵۵/۲۱ مترمربع. <box>249 732 479 751</box>
notice-title: آگهی موضوع ماده ۳ قانون و ماده ۱۳ آیین نامه قانون تعیین تکلیف وضعیت ثبتی اراضی و ساختمانهای فاقد سند رسمی <box>727 500 958 532</box>
list-item: ۱۵) آقای ناظم باشاره فرزند قربان در ششدانگ یک قطعه زمین مزروعی به پلاک ۴۶۳ فرعی از ۶ اصلی به مساحت ۱۹۴۸/۰۵ مترمربع. <box>249 462 479 481</box>
